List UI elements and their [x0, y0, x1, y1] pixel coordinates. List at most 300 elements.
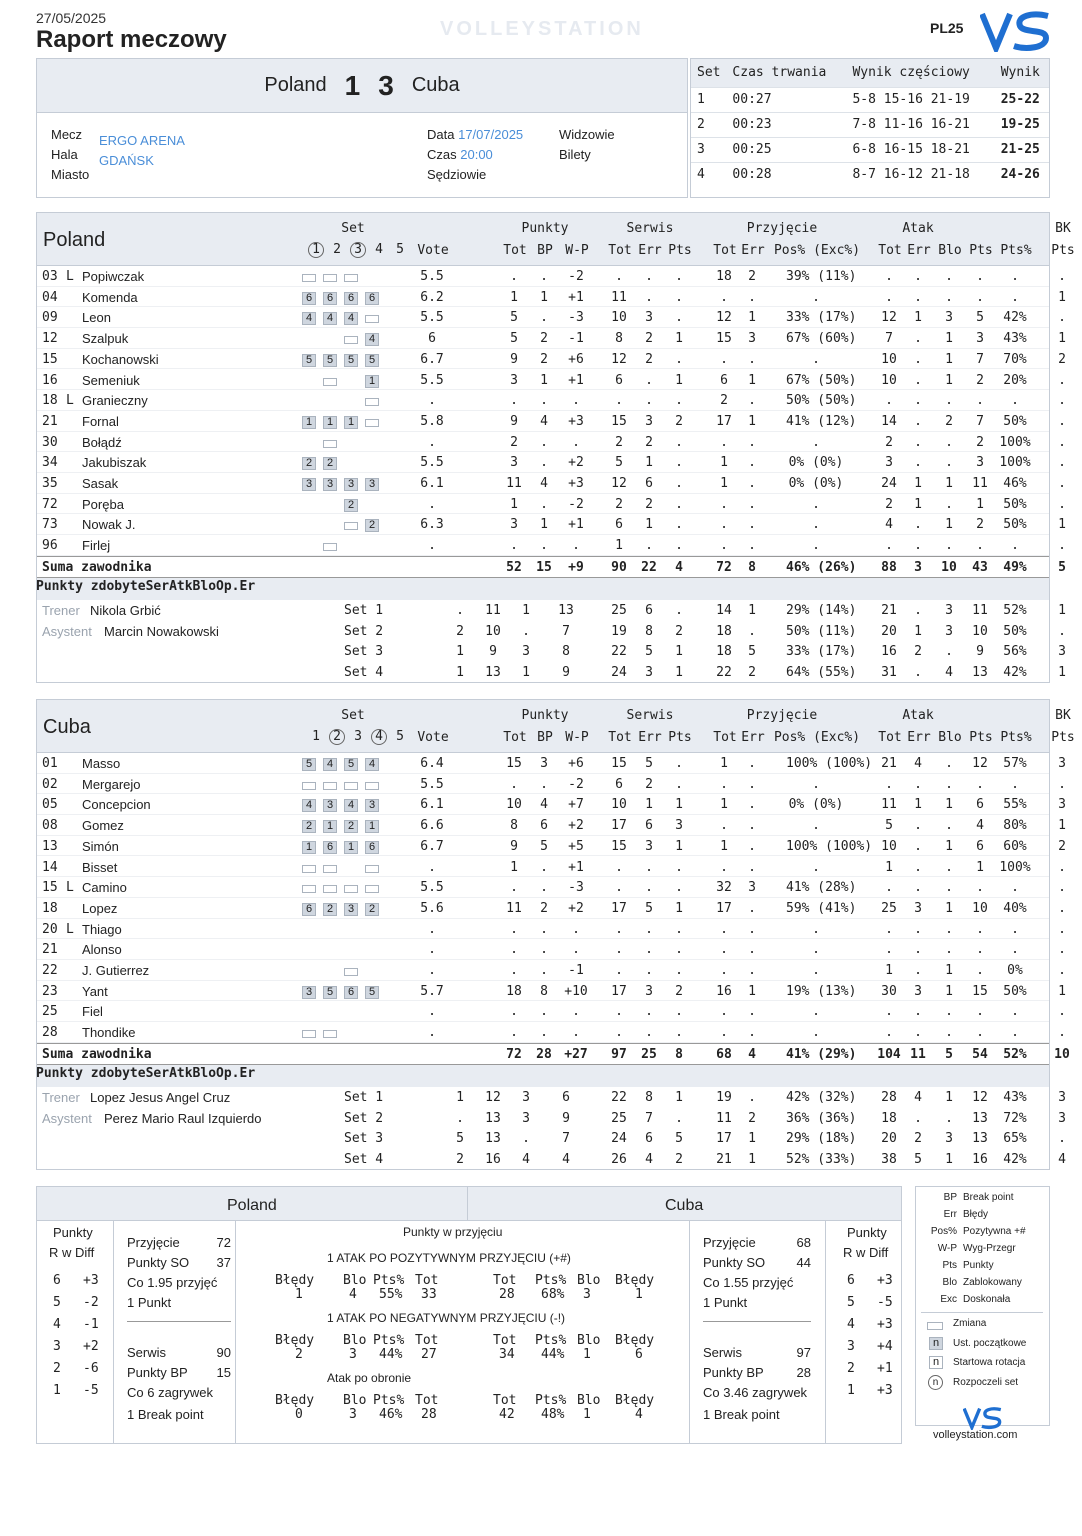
pts-tot: 8: [510, 818, 518, 834]
bk-pts: .: [1058, 900, 1066, 916]
atk-ptsp: 60%: [1003, 838, 1027, 854]
player-name: J. Gutierrez: [82, 963, 150, 978]
serve-pts: 5: [675, 1131, 683, 1147]
rec-pos-exc: 0% (0%): [788, 797, 844, 813]
player-row: [36, 1022, 1066, 1043]
rec-tot: 15: [716, 331, 732, 347]
atk-err: .: [914, 1025, 922, 1041]
atk-tot: .: [885, 1025, 893, 1041]
player-row: [36, 328, 1066, 349]
serve-pts: .: [675, 942, 683, 958]
pts-wp: +6: [568, 756, 584, 771]
starting-position-box: 5: [344, 354, 358, 367]
player-number: 96: [42, 538, 58, 554]
attack-col-label: Tot: [415, 1333, 439, 1348]
starting-position-box: 5: [323, 354, 337, 367]
atk-tot: 12: [881, 310, 897, 326]
serve-tot: 24: [611, 664, 627, 680]
bk-pts: 1: [1058, 517, 1066, 533]
pts-wp: +1: [568, 372, 584, 388]
coach-name: Nikola Grbić: [90, 602, 161, 618]
set-col-header: Wynik: [995, 59, 1049, 87]
legend-abbr: W-P: [937, 1243, 957, 1254]
set-scores-table: [691, 59, 1049, 187]
col-pts-wp: W-P: [565, 243, 589, 258]
serve-tot: .: [615, 963, 623, 978]
rec-err: .: [748, 393, 756, 409]
rec-err: 1: [748, 372, 756, 388]
rotation-diff: -2: [83, 1295, 99, 1310]
atk-ptsp: 100%: [999, 859, 1031, 875]
coach-name: Lopez Jesus Angel Cruz: [90, 1089, 231, 1105]
pts-bp: .: [540, 776, 548, 792]
starting-position-box: 5: [365, 354, 379, 367]
player-name: Concepcion: [82, 797, 151, 813]
serve-pts: 1: [675, 331, 683, 347]
col-rec-err: Err: [741, 730, 765, 745]
atk-err: .: [914, 393, 922, 409]
attack-col-label: Tot: [493, 1393, 517, 1408]
set-cell: 7-8 11-16 16-21: [846, 112, 994, 137]
attack-home-value: 33: [421, 1287, 437, 1302]
atk-err: .: [914, 413, 922, 429]
rec-pos-exc: .: [812, 1025, 820, 1041]
bk-pts: .: [1058, 921, 1066, 937]
player-row: [36, 473, 1066, 494]
player-number: 09: [42, 310, 58, 326]
serve-err: 7: [645, 1110, 653, 1126]
label-hala: Hala: [51, 147, 78, 162]
bk-pts: 1: [1058, 331, 1066, 347]
col-rec-tot: Tot: [713, 243, 737, 258]
stat-value: 37: [216, 1255, 231, 1270]
col-group-bk: BK: [1055, 221, 1071, 236]
pts-wp: .: [572, 921, 580, 937]
player-row: [36, 774, 1066, 795]
attack-col-label: Pts%: [535, 1273, 567, 1288]
legend-desc: Punkty: [963, 1260, 994, 1271]
bk-pts: .: [1058, 269, 1066, 284]
starting-position-box: 3: [323, 478, 337, 491]
stat-value: 15: [216, 1365, 231, 1380]
attack-col-label: Blo: [577, 1393, 601, 1408]
pts-bp: 2: [540, 900, 548, 916]
rec-err: .: [748, 538, 756, 554]
rec-err: 1: [748, 983, 756, 999]
pts-bp: 6: [540, 818, 548, 834]
col-serve-pts: Pts: [668, 243, 692, 258]
starting-position-box: 1: [302, 841, 316, 854]
pz-atk: 12: [485, 1089, 501, 1105]
player-row: [36, 514, 1066, 535]
starting-position-box: 6: [302, 292, 316, 305]
atk-tot: .: [885, 269, 893, 284]
libero-mark: L: [66, 393, 74, 409]
pts-bp: 1: [540, 289, 548, 305]
player-number: 34: [42, 455, 58, 471]
summary-col-line: [113, 1221, 114, 1443]
pts-wp: .: [572, 1025, 580, 1041]
atk-tot: .: [885, 393, 893, 409]
set-cell: 1: [691, 87, 726, 112]
set-number-circled: 3: [350, 242, 366, 258]
label-bilety: Bilety: [559, 147, 591, 162]
atk-pts: .: [976, 289, 984, 305]
pts-tot: 3: [510, 455, 518, 471]
player-name: Alonso: [82, 942, 122, 958]
col-vote: Vote: [417, 730, 449, 745]
player-row: [36, 815, 1066, 836]
serve-tot: 25: [611, 602, 627, 618]
atk-err: .: [914, 818, 922, 834]
player-row: [36, 266, 1066, 287]
summary-away-name: Cuba: [665, 1197, 704, 1214]
pts-bp: .: [540, 880, 548, 896]
rotation-number: 2: [53, 1361, 61, 1376]
set-summary-row: [36, 641, 1066, 662]
player-number: 14: [42, 859, 58, 875]
bk-pts: .: [1058, 393, 1066, 409]
atk-err: .: [914, 880, 922, 896]
player-number: 12: [42, 331, 58, 347]
starting-position-box: 2: [344, 820, 358, 833]
pz-atk: 11: [485, 602, 501, 618]
atk-tot: .: [885, 921, 893, 937]
set-cell: 2: [691, 112, 726, 137]
label-czas: Czas: [427, 147, 457, 162]
player-name: Poręba: [82, 496, 124, 512]
player-name: Lopez: [82, 900, 118, 916]
stat-value: 97: [796, 1345, 811, 1360]
player-vote: .: [428, 538, 436, 554]
bk-pts: .: [1058, 538, 1066, 554]
atk-ptsp: .: [1011, 289, 1019, 305]
substitution-box: [344, 885, 358, 893]
stat-label: Punkty BP: [703, 1365, 764, 1380]
pts-bp: .: [540, 538, 548, 554]
player-number: 05: [42, 797, 58, 813]
legend-ust: Ust. początkowe: [953, 1338, 1027, 1349]
volleystation-small-logo-icon: [963, 1406, 1003, 1430]
substitution-box: [323, 274, 337, 282]
pz-oper: 9: [562, 664, 570, 680]
serve-pts: .: [675, 1025, 683, 1041]
player-name: Bisset: [82, 859, 118, 875]
stat-value: 72: [216, 1235, 231, 1250]
player-vote: 6.3: [420, 517, 444, 533]
atk-pts: .: [976, 880, 984, 896]
set-final-score: 25-22: [995, 87, 1049, 112]
atk-tot: 104: [877, 1046, 901, 1062]
rotation-number: 2: [847, 1361, 855, 1376]
pts-wp: .: [572, 434, 580, 450]
atk-ptsp: 42%: [1003, 664, 1027, 680]
player-row: [36, 390, 1066, 411]
attack-away-value: 48%: [541, 1407, 565, 1422]
atk-ptsp: 56%: [1003, 644, 1027, 660]
player-number: 73: [42, 517, 58, 533]
set-col-header: Wynik częściowy: [846, 59, 994, 87]
set-col-header: Czas trwania: [726, 59, 846, 87]
rec-tot: .: [720, 818, 728, 834]
player-vote: 6: [428, 331, 436, 347]
rec-tot: .: [720, 351, 728, 367]
rec-pos-exc: .: [812, 351, 820, 367]
pz-oper: 7: [562, 623, 570, 639]
rotation-diff: -5: [877, 1295, 893, 1310]
col-atk-tot: Tot: [878, 243, 902, 258]
starting-position-box: 4: [323, 312, 337, 325]
bk-pts: .: [1058, 776, 1066, 792]
atk-blo: 4: [945, 664, 953, 680]
attack-home-value: 46%: [379, 1407, 403, 1422]
rotation-number: 3: [53, 1339, 61, 1354]
player-number: 01: [42, 756, 58, 771]
atk-err: 1: [914, 476, 922, 491]
serve-pts: .: [675, 434, 683, 450]
stat-label: Co 1.95 przyjęć: [127, 1275, 218, 1290]
serve-err: 5: [645, 756, 653, 771]
set-number-circled: 2: [329, 729, 345, 745]
serve-tot: 5: [615, 455, 623, 471]
pts-wp: +2: [568, 900, 584, 916]
summary-col-line: [825, 1221, 826, 1443]
substitution-box: [302, 1030, 316, 1038]
substitution-box: [323, 1030, 337, 1038]
player-number: 08: [42, 818, 58, 834]
legend-start: Startowa rotacja: [953, 1357, 1026, 1368]
legend-start-box: n: [929, 1337, 943, 1350]
pz-atk: 9: [489, 644, 497, 660]
col-rec-tot: Tot: [713, 730, 737, 745]
serve-tot: 15: [611, 413, 627, 429]
player-name: Kochanowski: [82, 351, 159, 367]
bk-pts: .: [1058, 1025, 1066, 1041]
atk-ptsp: 100%: [999, 434, 1031, 450]
atk-blo: 1: [945, 983, 953, 999]
set-number: [306, 242, 326, 258]
rec-pos-exc: 0% (0%): [788, 476, 844, 491]
legend-desc: Break point: [963, 1192, 1014, 1203]
rec-pos-exc: .: [812, 434, 820, 450]
pts-wp: +2: [568, 455, 584, 471]
atk-pts: .: [976, 1004, 984, 1020]
team-total-label: Suma zawodnika: [42, 559, 152, 575]
pz-blo: 4: [522, 1151, 530, 1167]
set-summary-row: [36, 662, 1066, 683]
pts-bp: .: [540, 496, 548, 512]
serve-tot: 24: [611, 1131, 627, 1147]
serve-pts: .: [675, 756, 683, 771]
bk-pts: 1: [1058, 983, 1066, 999]
points-scored-col: Atk: [169, 578, 193, 594]
serve-err: 8: [645, 1089, 653, 1105]
atk-pts: .: [976, 942, 984, 958]
player-vote: 5.5: [420, 372, 444, 388]
pts-wp: .: [572, 1004, 580, 1020]
pts-bp: .: [540, 455, 548, 471]
player-name: Thiago: [82, 921, 122, 937]
home-team-name: Poland: [264, 74, 327, 96]
rec-pos-exc: 33% (17%): [786, 644, 857, 660]
pts-wp: +6: [568, 351, 584, 367]
atk-tot: 24: [881, 476, 897, 491]
atk-tot: 10: [881, 838, 897, 854]
atk-pts: 11: [972, 476, 988, 491]
atk-ptsp: .: [1011, 776, 1019, 792]
atk-pts: .: [976, 1025, 984, 1041]
atk-pts: .: [976, 393, 984, 409]
rec-tot: 6: [720, 372, 728, 388]
summary-home-name: Poland: [227, 1197, 277, 1214]
rotation-number: 4: [847, 1317, 855, 1332]
set-label: Set 3: [344, 644, 384, 660]
atk-pts: .: [976, 776, 984, 792]
atk-ptsp: 100%: [999, 455, 1031, 471]
starting-position-box: 3: [302, 986, 316, 999]
pts-wp: +3: [568, 476, 584, 491]
bk-pts: .: [1058, 623, 1066, 639]
player-vote: 6.1: [420, 476, 444, 491]
player-name: Semeniuk: [82, 372, 140, 388]
atk-blo: .: [945, 818, 953, 834]
serve-err: 3: [645, 413, 653, 429]
pts-wp: -1: [568, 331, 584, 347]
serve-err: 22: [641, 559, 657, 575]
atk-blo: .: [945, 921, 953, 937]
coach-row: [36, 1087, 336, 1108]
serve-err: 8: [645, 623, 653, 639]
rec-pos-exc: 100% (100%): [786, 756, 873, 771]
rec-err: .: [748, 756, 756, 771]
pts-tot: 5: [510, 331, 518, 347]
pts-bp: 28: [536, 1046, 552, 1062]
pts-wp: -2: [568, 496, 584, 512]
points-scored-col: Ser: [145, 1065, 170, 1081]
serve-err: 6: [645, 1131, 653, 1147]
points-scored-label: Punkty zdobyte: [36, 578, 146, 594]
attack-away-value: 1: [583, 1347, 591, 1362]
player-row: [36, 836, 1066, 857]
col-bk-pts: Pts: [1051, 243, 1075, 258]
rec-err: .: [748, 942, 756, 958]
player-vote: .: [428, 496, 436, 512]
serve-pts: 4: [675, 559, 683, 575]
atk-err: .: [914, 269, 922, 284]
serve-err: .: [645, 921, 653, 937]
pts-bp: .: [540, 269, 548, 284]
starting-position-box: 5: [323, 986, 337, 999]
pts-bp: .: [540, 393, 548, 409]
pts-bp: 4: [540, 413, 548, 429]
rec-err: 1: [748, 1151, 756, 1167]
rec-pos-exc: 50% (50%): [786, 393, 857, 409]
col-atk-ptsp: Pts%: [1000, 730, 1032, 745]
set-label: Set 2: [344, 1110, 384, 1126]
bk-pts: 1: [1058, 818, 1066, 834]
bk-pts: 2: [1058, 351, 1066, 367]
serve-pts: 1: [675, 1089, 683, 1105]
rec-pos-exc: 29% (14%): [786, 602, 857, 618]
legend-sep: [921, 1312, 1043, 1313]
serve-tot: .: [615, 393, 623, 409]
pz-ser: 2: [456, 1151, 464, 1167]
pts-wp: +2: [568, 818, 584, 834]
col-serve-tot: Tot: [608, 243, 632, 258]
serve-pts: 2: [675, 623, 683, 639]
pz-blo: 3: [522, 1110, 530, 1126]
rec-err: .: [748, 1004, 756, 1020]
serve-pts: .: [675, 289, 683, 305]
col-pts-bp: BP: [537, 243, 553, 258]
atk-ptsp: 50%: [1003, 983, 1027, 999]
set-final-score: 21-25: [995, 137, 1049, 162]
rec-tot: 2: [720, 393, 728, 409]
player-vote: 6.7: [420, 838, 444, 854]
rotation-number: 1: [847, 1383, 855, 1398]
atk-blo: 1: [945, 797, 953, 813]
atk-blo: 3: [945, 623, 953, 639]
rotation-header: R w Diff: [49, 1245, 95, 1260]
pz-ser: 1: [456, 664, 464, 680]
rec-pos-exc: 59% (41%): [786, 900, 857, 916]
player-vote: 5.7: [420, 983, 444, 999]
col-bk-pts: Pts: [1051, 730, 1075, 745]
stat-value: 44: [796, 1255, 811, 1270]
set-cell: 8-7 16-12 21-18: [846, 162, 994, 187]
col-serve-tot: Tot: [608, 730, 632, 745]
atk-blo: 1: [945, 517, 953, 533]
pts-tot: 52: [506, 559, 522, 575]
atk-tot: 5: [885, 818, 893, 834]
atk-err: .: [914, 351, 922, 367]
rec-err: 4: [748, 1046, 756, 1062]
rec-err: 2: [748, 1110, 756, 1126]
rec-pos-exc: 36% (36%): [786, 1110, 857, 1126]
label-sedziowie: Sędziowie: [427, 167, 487, 182]
set-cell: 00:27: [726, 87, 846, 112]
col-atk-ptsp: Pts%: [1000, 243, 1032, 258]
bk-pts: .: [1058, 496, 1066, 512]
stat-label: Przyjęcie: [703, 1235, 756, 1250]
player-row: [36, 794, 1066, 815]
serve-err: .: [645, 859, 653, 875]
rec-err: 1: [748, 602, 756, 618]
atk-blo: .: [945, 289, 953, 305]
starting-position-box: 3: [344, 903, 358, 916]
player-row: [36, 877, 1066, 898]
atk-tot: .: [885, 289, 893, 305]
pts-tot: .: [510, 538, 518, 554]
rec-err: .: [748, 476, 756, 491]
legend-abbr: Pts: [942, 1260, 957, 1271]
set-number-circled: 4: [371, 729, 387, 745]
pts-wp: +7: [568, 797, 584, 813]
substitution-box: [365, 315, 379, 323]
set-scores-panel: [690, 58, 1050, 198]
center-title: Punkty w przyjęciu: [403, 1225, 503, 1239]
pts-bp: .: [540, 859, 548, 875]
starting-position-box: 4: [323, 758, 337, 771]
pts-tot: .: [510, 1025, 518, 1041]
player-name: Mergarejo: [82, 776, 141, 792]
atk-ptsp: 50%: [1003, 517, 1027, 533]
atk-err: 3: [914, 983, 922, 999]
rec-err: 1: [748, 1131, 756, 1147]
atk-pts: 6: [976, 797, 984, 813]
serve-tot: 6: [615, 517, 623, 533]
serve-tot: 2: [615, 434, 623, 450]
